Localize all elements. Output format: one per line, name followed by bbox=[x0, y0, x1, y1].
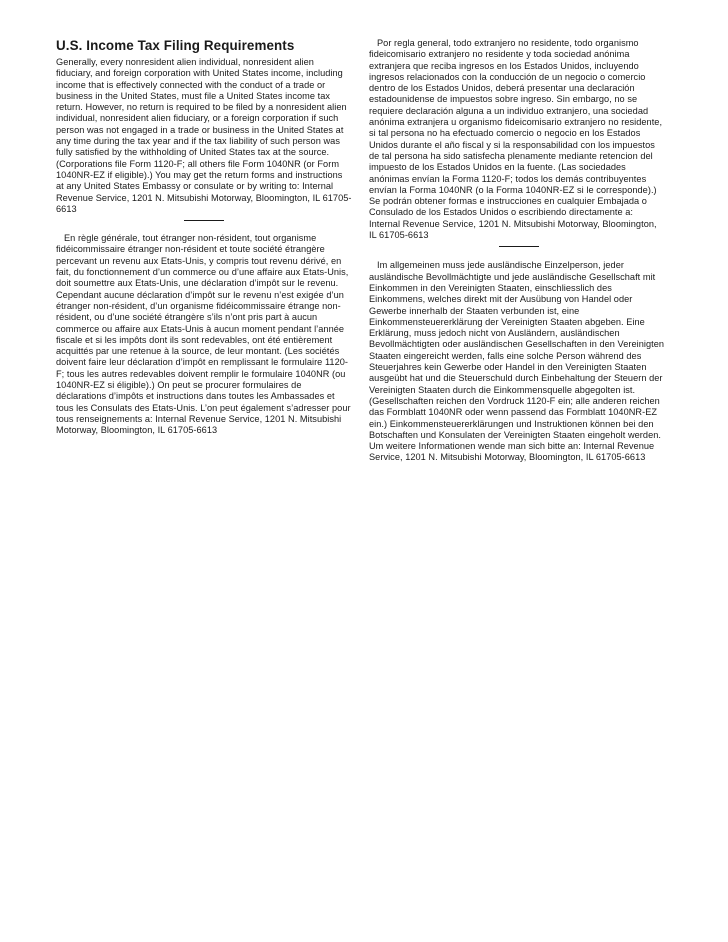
english-paragraph: Generally, every nonresident alien individual, nonresident alien fiduciary, and foreign corporation with United States income, including income that is effectively connected with the conduct of a trade or business in the United States, must file a United States income tax return. However, no return is required to be filed by a nonresident alien individual, nonresident alien fiduciary, or a foreign corporation if such person was not engaged in a trade or business in the United States at any time during the tax year and if the tax liability of such person was fully satisfied by the withholding of United States tax at the source. (Corporations file Form 1120-F; all others file Form 1040NR (or Form 1040NR-EZ if eligible).) You may get the return forms and instructions at any United States Embassy or consulate or by writing to: Internal Revenue Service, 1201 N. Mitsubishi Motorway, Bloomington, IL 61705-6613 bbox=[56, 57, 352, 214]
spanish-paragraph: Por regla general, todo extranjero no residente, todo organismo fideicomisario extranjero no residente y toda sociedad anónima extranjera que reciba ingresos en los Estados Unidos, incluyendo ingresos relacionados con la conducción de un negocio o comercio dentro de los Estados Unidos, deberá presentar una declaración estadounidense de impuestos sobre ingreso. Sin embargo, no se requiere declaración alguna a un individuo extranjero, una sociedad anónima extranjera u organismo fideicomisario extranjero no residente, si tal persona no ha efectuado comercio o negocio en los Estados Unidos durante el año fiscal y si la responsabilidad con los impuestos de tal persona ha sido satisfecha plenamente mediante retencion del impuesto de los Estados Unidos en la fuente. (Las sociedades anónimas envían la Forma 1120-F; todos los demás contribuyentes envían la Forma 1040NR (o la Forma 1040NR-EZ si le corresponde).) Se podrán obtener formas e instrucciones en cualquier Embajada o Consulado de los Estados Unidos o escribiendo directamente a: Internal Revenue Service, 1201 N. Mitsubishi Motorway, Bloomington, IL 61705-6613 bbox=[369, 38, 663, 241]
right-column bbox=[369, 38, 665, 464]
left-column bbox=[56, 38, 352, 437]
german-paragraph: Im allgemeinen muss jede ausländische Einzelperson, jeder ausländische Bevollmächtigte und jede ausländische Gesellschaft mit Einkommen in den Vereinigten Staaten, einschliesslich des Einkommens, welches direkt mit der Ausübung von Handel oder Gewerbe innerhalb der Staaten verbunden ist, eine Einkommensteuererklärung der Vereinigten Staaten abgeben. Eine Erklärung, muss jedoch nicht von Ausländern, ausländischen Bevollmächtigten oder ausländischen Gesellschaften in den Vereinigten Staaten eingereicht werden, falls eine solche Person während des Steuerjahres kein Gewerbe oder Handel in den Vereinigten Staaten ausgeübt hat und die Steuerschuld durch Einbehaltung der Steuern der Vereinigten Staaten durch die Einkommensquelle abgegolten ist. (Gesellschaften reichen den Vordruck 1120-F ein; alle anderen reichen das Formblatt 1040NR oder wenn passend das Formblatt 1040NR-EZ ein.) Einkommensteuererklärungen und Instruktionen können bei den Botschaften und Konsulaten der Vereinigten Staaten eingeholt werden. Um weitere Informationen wende man sich bitte an: Internal Revenue Service, 1201 N. Mitsubishi Motorway, Bloomington, IL 61705-6613 bbox=[369, 260, 665, 463]
section-divider-1 bbox=[184, 220, 224, 221]
page-title: U.S. Income Tax Filing Requirements bbox=[56, 38, 295, 53]
french-paragraph: En règle générale, tout étranger non-résident, tout organisme fidéicommissaire étranger non-résident et toute société étrangère percevant un revenu aux Etats-Unis, y compris tout revenu dérivé, en fait, du fonctionnement d’un commerce ou d’une affaire aux Etats-Unis, doit soumettre aux Etats-Unis, une déclaration d’impôt sur le revenu. Cependant aucune déclaration d’impôt sur le revenu n’est exigée d’un étranger non-résident, d’un organisme fidéicommissaire étrange non-résident, ou d’une société étrangère s’ils n’ont pris part à aucun commerce ou affaire aux Etats-Unis à aucun moment pendant l’année fiscale et si les impôts dont ils sont redevables, ont été entièrement acquittés par une retenue à la source, de leur montant. (Les sociétés doivent faire leur déclaration d’impôt en remplissant le formulaire 1120-F; tous les autres redevables doivent remplir le formulaire 1040NR (ou 1040NR-EZ si éligible).) On peut se procurer formulaires de déclarations d’impôts et instructions dans toutes les Ambassades et tous les Consulats des Etats-Unis. L’on peut également s’adresser pour tous renseignements a: Internal Revenue Service, 1201 N. Mitsubishi Motorway, Bloomington, IL 61705-6613 bbox=[56, 233, 351, 436]
section-divider-2 bbox=[499, 246, 539, 247]
